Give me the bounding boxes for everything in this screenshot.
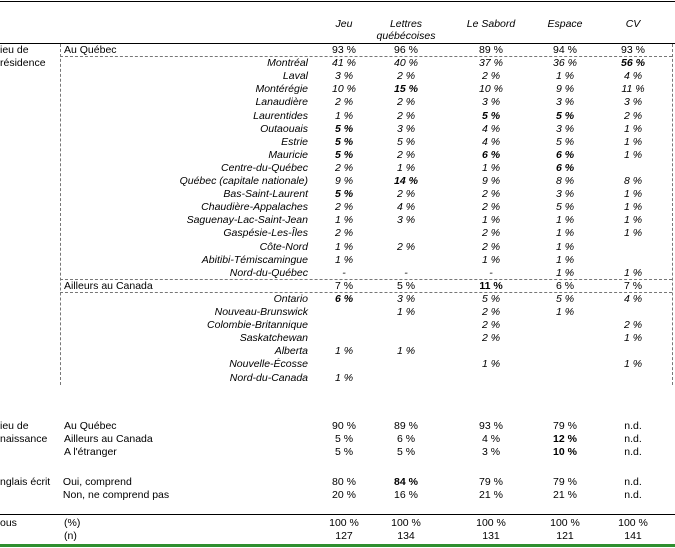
- table-cell: 5 %: [555, 109, 575, 122]
- table-cell: 2 %: [623, 319, 643, 332]
- table-cell: 100 %: [550, 517, 580, 529]
- table-cell: 3 %: [623, 96, 643, 109]
- table-cell: 79 %: [553, 420, 577, 432]
- table-cell: 2 %: [396, 240, 416, 253]
- table-cell: -: [342, 266, 346, 279]
- region-label: Gaspésie-Les-Îles: [223, 227, 308, 240]
- table-cell: 2 %: [481, 201, 501, 214]
- region-label: Saguenay-Lac-Saint-Jean: [186, 214, 308, 227]
- table-cell: 5 %: [481, 109, 501, 122]
- table-cell: 79 %: [479, 476, 503, 488]
- table-cell: 5 %: [396, 279, 416, 292]
- table-cell: 40 %: [394, 57, 418, 70]
- table-cell: 2 %: [396, 148, 416, 161]
- table-cell: 94 %: [553, 44, 577, 56]
- row-label: A l'étranger: [64, 446, 117, 459]
- table-cell: 2 %: [396, 70, 416, 83]
- table-cell: 1 %: [623, 214, 643, 227]
- table-cell: 1 %: [334, 371, 354, 384]
- region-label: Côte-Nord: [259, 240, 308, 253]
- region-label: Nouvelle-Écosse: [229, 358, 308, 371]
- table-cell: 41 %: [332, 57, 356, 70]
- table-cell: 93 %: [621, 44, 645, 56]
- table-cell: -: [489, 266, 493, 279]
- table-cell: 4 %: [623, 292, 643, 305]
- table-cell: 21 %: [553, 489, 577, 502]
- table-cell: 1 %: [555, 266, 575, 279]
- table-cell: 5 %: [555, 201, 575, 214]
- table-cell: 1 %: [623, 148, 643, 161]
- table-cell: 3 %: [555, 96, 575, 109]
- region-label: Laval: [282, 70, 308, 83]
- table-cell: 2 %: [481, 240, 501, 253]
- table-cell: 4 %: [481, 122, 501, 135]
- table-cell: n.d.: [624, 420, 642, 432]
- region-label: Nord-du-Canada: [229, 371, 308, 384]
- region-label: Centre-du-Québec: [221, 161, 308, 174]
- table-cell: 1 %: [623, 122, 643, 135]
- table-cell: 5 %: [334, 135, 354, 148]
- table-cell: 2 %: [481, 332, 501, 345]
- table-cell: 100 %: [329, 517, 359, 529]
- table-cell: 1 %: [396, 306, 416, 318]
- table-cell: 5 %: [334, 122, 354, 135]
- region-label: Montérégie: [255, 83, 308, 96]
- table-cell: 9 %: [481, 175, 501, 187]
- table-cell: 5 %: [334, 446, 354, 459]
- table-cell: 5 %: [334, 433, 354, 446]
- table-cell: 6 %: [481, 148, 501, 161]
- table-cell: 1 %: [481, 253, 501, 266]
- region-label: Laurentides: [253, 109, 308, 122]
- table-cell: 10 %: [332, 83, 356, 96]
- row-label: Non, ne comprend pas: [60, 489, 170, 502]
- column-header: Espace: [547, 18, 583, 30]
- table-cell: 4 %: [396, 201, 416, 214]
- table-cell: 21 %: [479, 489, 503, 502]
- table-cell: 1 %: [555, 227, 575, 240]
- table-cell: 1 %: [334, 345, 354, 358]
- column-header: Jeu: [335, 18, 353, 30]
- group-label: Au Québec: [64, 44, 117, 56]
- region-label: Montréal: [267, 57, 308, 70]
- table-cell: 1 %: [623, 227, 643, 240]
- table-cell: 9 %: [555, 83, 575, 96]
- table-cell: 1 %: [555, 306, 575, 318]
- table-cell: 56 %: [621, 57, 645, 70]
- table-cell: 3 %: [396, 122, 416, 135]
- table-cell: 1 %: [396, 345, 416, 358]
- table-cell: 20 %: [332, 489, 356, 502]
- table-cell: 5 %: [334, 148, 354, 161]
- vertical-separator: [672, 44, 673, 385]
- table-cell: -: [404, 266, 408, 279]
- table-cell: 1 %: [334, 253, 354, 266]
- column-header: Le Sabord: [466, 18, 516, 30]
- table-cell: 3 %: [481, 96, 501, 109]
- table-cell: 8 %: [623, 175, 643, 187]
- table-cell: 2 %: [481, 306, 501, 318]
- table-cell: 5 %: [555, 135, 575, 148]
- table-cell: 1 %: [623, 201, 643, 214]
- row-label: Ailleurs au Canada: [64, 433, 153, 446]
- table-cell: 10 %: [553, 446, 577, 459]
- table-cell: 1 %: [623, 332, 643, 345]
- table-cell: n.d.: [624, 476, 642, 488]
- table-cell: 90 %: [332, 420, 356, 432]
- table-cell: 2 %: [623, 109, 643, 122]
- category-label: nglais écrit: [0, 476, 51, 488]
- table-cell: 3 %: [396, 214, 416, 227]
- table-cell: 131: [482, 530, 500, 543]
- table-cell: 7 %: [623, 279, 643, 292]
- table-cell: 100 %: [618, 517, 648, 529]
- bottom-rule: [0, 544, 675, 547]
- table-cell: 2 %: [396, 96, 416, 109]
- row-label: (%): [64, 517, 81, 529]
- table-cell: 12 %: [553, 433, 577, 446]
- row-label: Oui, comprend: [60, 476, 132, 488]
- table-cell: 1 %: [481, 161, 501, 174]
- table-cell: 2 %: [396, 109, 416, 122]
- table-cell: 6 %: [555, 279, 575, 292]
- table-cell: 141: [624, 530, 642, 543]
- table-cell: 121: [556, 530, 574, 543]
- table-cell: 93 %: [332, 44, 356, 56]
- table-cell: 11 %: [621, 83, 645, 96]
- column-header: Lettres québécoises: [376, 18, 436, 42]
- table-cell: 1 %: [623, 188, 643, 201]
- table-cell: 5 %: [334, 188, 354, 201]
- table-cell: 2 %: [481, 70, 501, 83]
- table-cell: 1 %: [623, 358, 643, 371]
- table-cell: n.d.: [624, 489, 642, 502]
- table-cell: 100 %: [391, 517, 421, 529]
- table-cell: 3 %: [396, 292, 416, 305]
- table-cell: 1 %: [481, 214, 501, 227]
- table-cell: 84 %: [394, 476, 418, 488]
- table-cell: 1 %: [334, 240, 354, 253]
- column-header: CV: [625, 18, 641, 30]
- table-cell: 1 %: [623, 266, 643, 279]
- table-cell: 89 %: [394, 420, 418, 432]
- table-cell: 89 %: [479, 44, 503, 56]
- table-cell: 6 %: [396, 433, 416, 446]
- region-label: Ontario: [273, 292, 308, 305]
- table-cell: 5 %: [396, 446, 416, 459]
- top-rule: [0, 1, 675, 2]
- table-cell: 3 %: [555, 122, 575, 135]
- table-cell: 3 %: [334, 70, 354, 83]
- region-label: Colombie-Britannique: [207, 319, 308, 332]
- table-cell: 16 %: [394, 489, 418, 502]
- table-cell: 5 %: [555, 292, 575, 305]
- table-cell: 1 %: [623, 135, 643, 148]
- table-cell: 5 %: [396, 135, 416, 148]
- table-cell: 6 %: [555, 161, 575, 174]
- table-cell: 80 %: [332, 476, 356, 488]
- table-cell: 1 %: [481, 358, 501, 371]
- region-label: Bas-Saint-Laurent: [223, 188, 308, 201]
- table-cell: 2 %: [481, 319, 501, 332]
- region-label: Québec (capitale nationale): [179, 175, 308, 187]
- table-cell: 3 %: [555, 188, 575, 201]
- table-cell: 2 %: [481, 188, 501, 201]
- table-cell: 4 %: [481, 135, 501, 148]
- table-cell: 2 %: [334, 96, 354, 109]
- region-label: Saskatchewan: [239, 332, 308, 345]
- table-cell: 1 %: [334, 109, 354, 122]
- table-cell: 134: [397, 530, 415, 543]
- table-cell: 1 %: [555, 253, 575, 266]
- table-cell: 11 %: [479, 279, 503, 292]
- category-label: ous: [0, 517, 17, 529]
- table-cell: 1 %: [334, 214, 354, 227]
- table-cell: 127: [335, 530, 353, 543]
- table-cell: 3 %: [481, 446, 501, 459]
- category-label: ieu de naissance: [0, 420, 48, 445]
- region-label: Lanaudière: [255, 96, 308, 109]
- table-cell: 7 %: [334, 279, 354, 292]
- table-cell: 1 %: [555, 70, 575, 83]
- row-label: (n): [64, 530, 77, 543]
- table-cell: n.d.: [624, 433, 642, 446]
- group-label: Ailleurs au Canada: [64, 279, 153, 292]
- region-label: Abitibi-Témiscamingue: [201, 253, 308, 266]
- table-cell: 2 %: [334, 227, 354, 240]
- table-cell: 1 %: [396, 161, 416, 174]
- table-cell: 4 %: [481, 433, 501, 446]
- region-label: Chaudière-Appalaches: [201, 201, 308, 214]
- table-cell: 37 %: [479, 57, 503, 70]
- row-label: Au Québec: [64, 420, 117, 432]
- table-cell: 4 %: [623, 70, 643, 83]
- table-cell: 36 %: [553, 57, 577, 70]
- region-label: Nouveau-Brunswick: [214, 306, 308, 318]
- table-cell: 14 %: [394, 175, 418, 187]
- table-cell: 10 %: [479, 83, 503, 96]
- table-cell: 1 %: [555, 240, 575, 253]
- vertical-separator: [60, 44, 61, 385]
- region-label: Nord-du-Québec: [229, 266, 308, 279]
- table-cell: 100 %: [476, 517, 506, 529]
- region-label: Outaouais: [260, 122, 308, 135]
- category-label: ieu de résidence: [0, 44, 46, 69]
- table-cell: 5 %: [481, 292, 501, 305]
- table-cell: 2 %: [481, 227, 501, 240]
- table-cell: 6 %: [334, 292, 354, 305]
- table-cell: 79 %: [553, 476, 577, 488]
- table-cell: 6 %: [555, 148, 575, 161]
- table-cell: 2 %: [334, 161, 354, 174]
- total-rule: [0, 514, 675, 515]
- table-cell: 15 %: [394, 83, 418, 96]
- region-label: Alberta: [274, 345, 308, 358]
- region-label: Mauricie: [268, 148, 308, 161]
- table-cell: 2 %: [396, 188, 416, 201]
- table-cell: 2 %: [334, 201, 354, 214]
- table-cell: 8 %: [555, 175, 575, 187]
- table-cell: 9 %: [334, 175, 354, 187]
- table-cell: n.d.: [624, 446, 642, 459]
- table-cell: 96 %: [394, 44, 418, 56]
- table-cell: 1 %: [555, 214, 575, 227]
- region-label: Estrie: [281, 135, 308, 148]
- table-cell: 93 %: [479, 420, 503, 432]
